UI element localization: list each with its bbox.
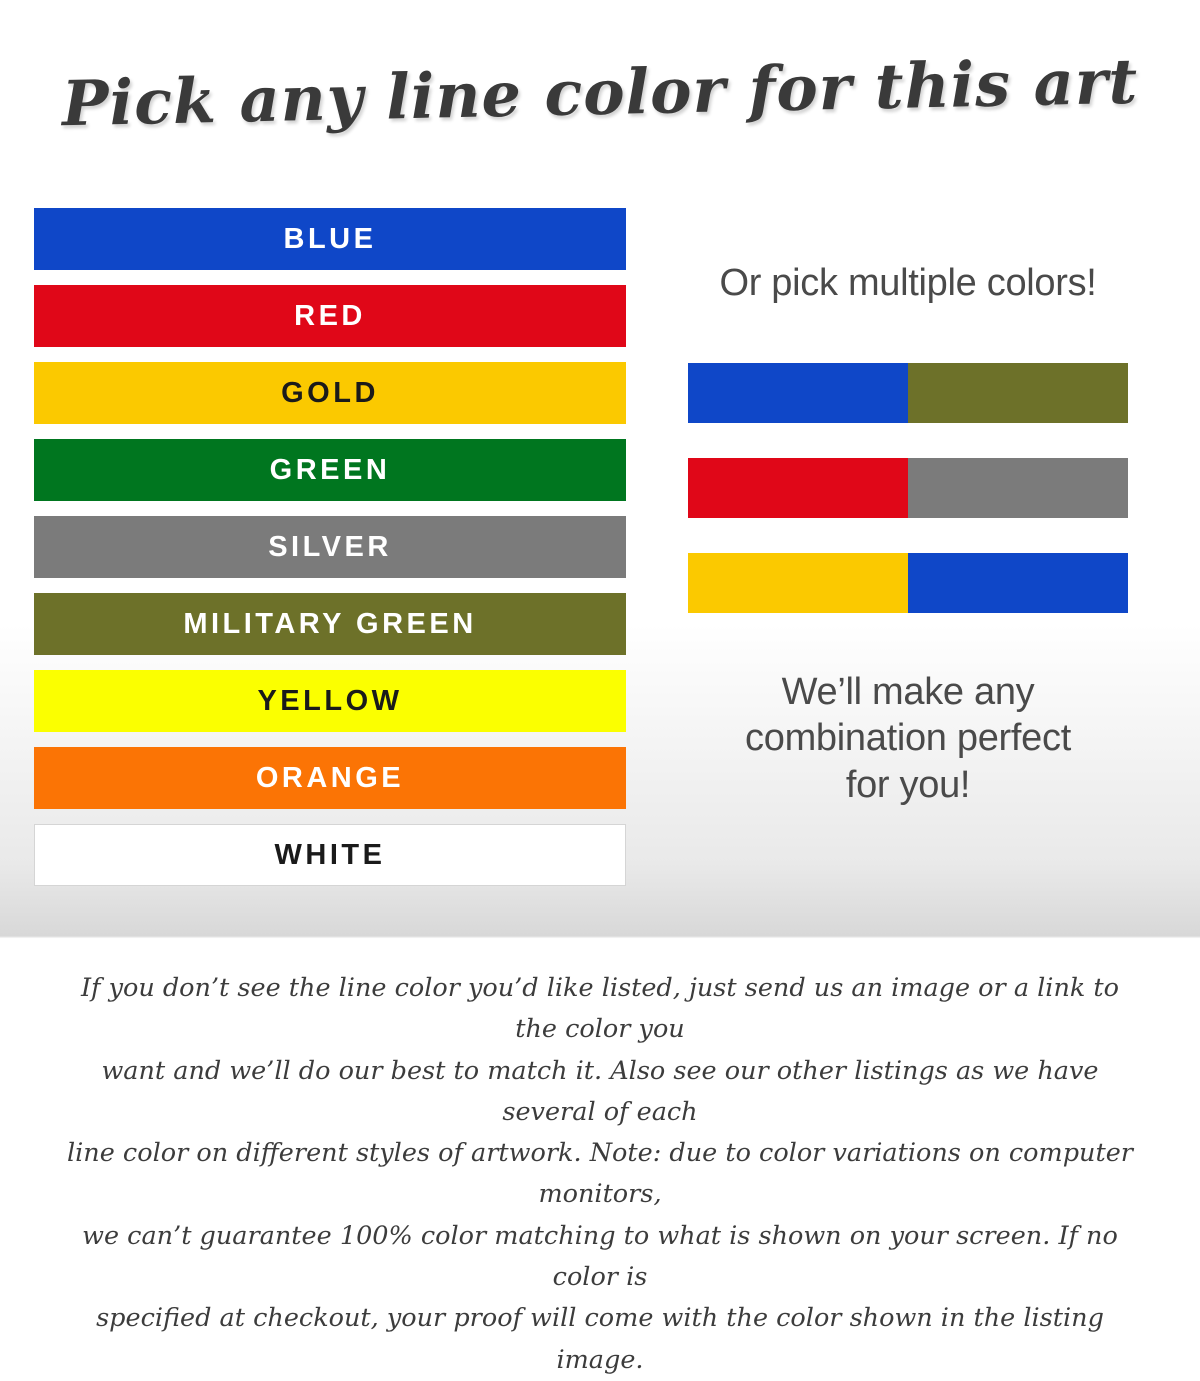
color-swatch-military-green[interactable] (34, 593, 626, 655)
combo-half-left (688, 363, 908, 423)
color-swatch-label: BLUE (283, 222, 377, 255)
color-swatch-green[interactable] (34, 439, 626, 501)
combo-half-right (908, 553, 1128, 613)
color-swatch-label: ORANGE (255, 761, 405, 794)
color-swatch-white[interactable] (34, 824, 626, 886)
combo-bar-list (648, 363, 1168, 613)
footer-disclaimer (60, 968, 1140, 1381)
color-swatch-label: YELLOW (257, 684, 403, 717)
combo-half-right (908, 363, 1128, 423)
color-swatch-red[interactable] (34, 285, 626, 347)
combo-bar-gold-blue[interactable] (688, 553, 1128, 613)
page-title: Pick any line color for this art (61, 44, 1139, 141)
color-swatch-label: RED (294, 299, 366, 332)
combo-bar-red-silver[interactable] (688, 458, 1128, 518)
closing-line-3: for you! (845, 763, 971, 806)
footer-line-4: we can’t guarantee 100% color matching to what is shown on your screen. If no color is (82, 1220, 1118, 1293)
closing-message (648, 669, 1168, 808)
combo-half-left (688, 553, 908, 613)
combo-bar-blue-military-green[interactable] (688, 363, 1128, 423)
color-swatch-gold[interactable] (34, 362, 626, 424)
color-swatch-blue[interactable] (34, 208, 626, 270)
multi-color-heading: Or pick multiple colors! (719, 262, 1097, 304)
footer-line-3: line color on different styles of artwork. Note: due to color variations on computer monitors, (67, 1138, 1133, 1210)
color-swatch-label: GOLD (281, 376, 379, 409)
color-swatch-label: WHITE (274, 838, 386, 871)
combo-half-left (688, 458, 908, 518)
footer-line-1: If you don’t see the line color you’d like listed, just send us an image or a link to the color you (80, 973, 1120, 1045)
color-swatch-yellow[interactable] (34, 670, 626, 732)
footer-line-5: specified at checkout, your proof will come with the color shown in the listing image. (96, 1303, 1104, 1375)
color-swatch-label: GREEN (269, 453, 391, 486)
closing-line-1: We’ll make any (781, 671, 1035, 713)
footer-line-2: want and we’ll do our best to match it. Also see our other listings as we have several of each (101, 1055, 1099, 1127)
combo-half-right (908, 458, 1128, 518)
closing-line-2: combination perfect (745, 717, 1071, 760)
multi-color-section (648, 208, 1168, 808)
color-swatch-label: SILVER (268, 530, 392, 563)
color-swatch-orange[interactable] (34, 747, 626, 809)
color-swatch-list (34, 208, 626, 901)
color-swatch-silver[interactable] (34, 516, 626, 578)
color-swatch-label: MILITARY GREEN (183, 607, 477, 640)
